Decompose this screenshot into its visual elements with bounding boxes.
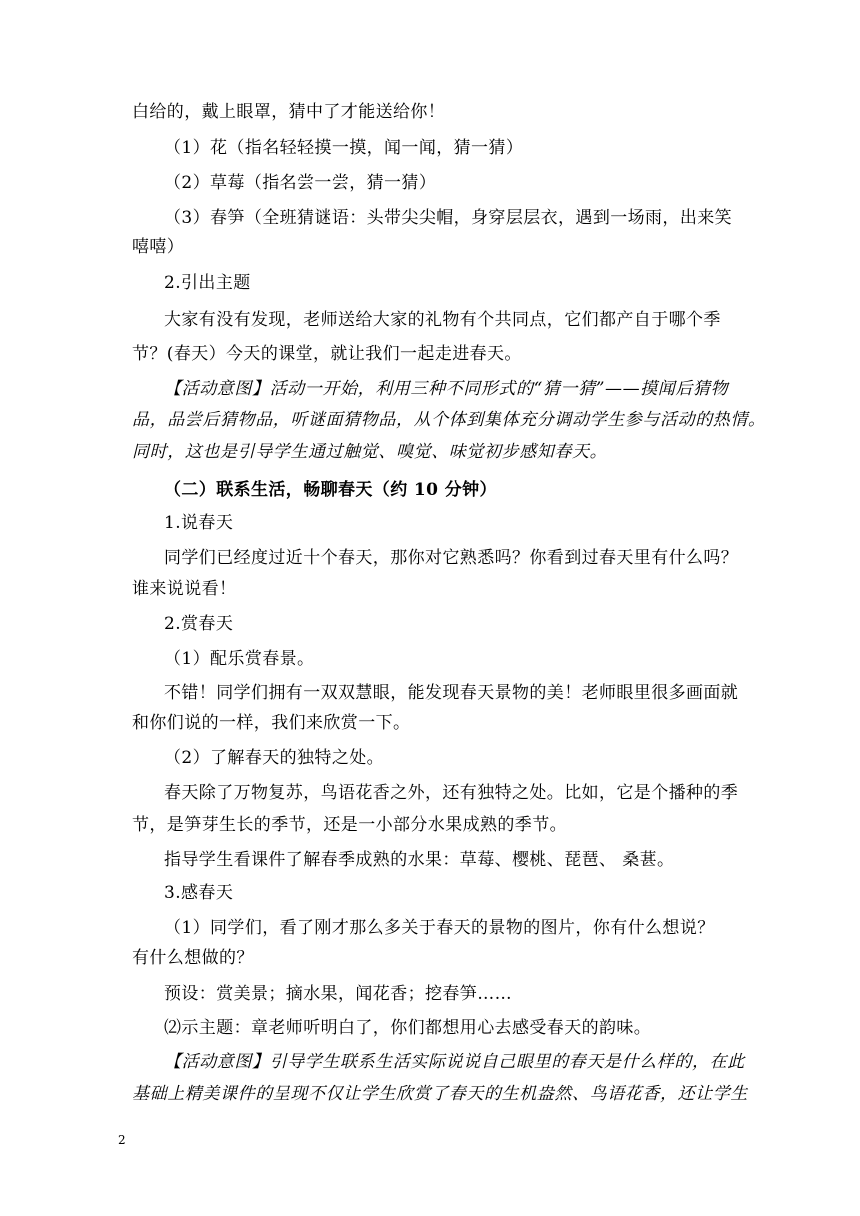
text-line: （1）配乐赏春景。 xyxy=(164,649,315,669)
section-heading: 2.赏春天 xyxy=(164,614,234,634)
activity-intent: 基础上精美课件的呈现不仅让学生欣赏了春天的生机盎然、鸟语花香，还让学生 xyxy=(132,1084,748,1104)
text-line: 和你们说的一样，我们来欣赏一下。 xyxy=(132,713,411,733)
text-line: 有什么想做的？ xyxy=(132,948,254,968)
page-number: 2 xyxy=(118,1133,126,1147)
text-line: （1）同学们，看了刚才那么多关于春天的景物的图片，你有什么想说？ xyxy=(164,918,715,938)
section-heading: 3.感春天 xyxy=(164,883,234,903)
text-line: （1）花（指名轻轻摸一摸，闻一闻，猜一猜） xyxy=(164,138,524,158)
text-line: （2）草莓（指名尝一尝，猜一猜） xyxy=(164,173,437,193)
text-line: 同学们已经度过近十个春天，那你对它熟悉吗？你看到过春天里有什么吗？ xyxy=(164,548,739,568)
text-line: ⑵示主题：章老师听明白了，你们都想用心去感受春天的韵味。 xyxy=(164,1018,652,1038)
text-line: 谁来说说看！ xyxy=(132,579,237,599)
activity-intent: 同时，这也是引导学生通过触觉、嗅觉、味觉初步感知春天。 xyxy=(132,442,608,462)
text-line: 大家有没有发现，老师送给大家的礼物有个共同点，它们都产自于哪个季 xyxy=(164,310,721,330)
text-line: 春天除了万物复苏，鸟语花香之外，还有独特之处。比如，它是个播种的季 xyxy=(164,783,739,803)
activity-intent: 【活动意图】活动一开始，利用三种不同形式的“猜一猜”——摸闻后猜物 xyxy=(164,379,729,399)
text-line: 不错！同学们拥有一双双慧眼，能发现春天景物的美！老师眼里很多画面就 xyxy=(164,683,739,703)
text-line: 节？(春天）今天的课堂，就让我们一起走进春天。 xyxy=(132,344,522,364)
text-line: （3）春笋（全班猜谜语：头带尖尖帽，身穿层层衣，遇到一场雨，出来笑 xyxy=(164,208,733,228)
section-heading: 2.引出主题 xyxy=(164,273,251,293)
text-line: 嘻嘻） xyxy=(132,237,185,257)
text-line: 节，是笋芽生长的季节，还是一小部分水果成熟的季节。 xyxy=(132,815,567,835)
activity-intent: 品，品尝后猜物品，听谜面猜物品，从个体到集体充分调动学生参与活动的热情。 xyxy=(132,410,766,430)
text-line: 白给的，戴上眼罩，猜中了才能送给你！ xyxy=(132,102,446,122)
text-line: 预设：赏美景；摘水果，闻花香；挖春笋…… xyxy=(164,984,512,1004)
text-line: 指导学生看课件了解春季成熟的水果：草莓、樱桃、琵琶、 桑葚。 xyxy=(164,850,675,870)
text-line: （2）了解春天的独特之处。 xyxy=(164,748,385,768)
part-heading: （二）联系生活，畅聊春天（约 10 分钟） xyxy=(164,480,497,500)
section-heading: 1.说春天 xyxy=(164,513,234,533)
activity-intent: 【活动意图】引导学生联系生活实际说说自己眼里的春天是什么样的，在此 xyxy=(164,1052,745,1072)
